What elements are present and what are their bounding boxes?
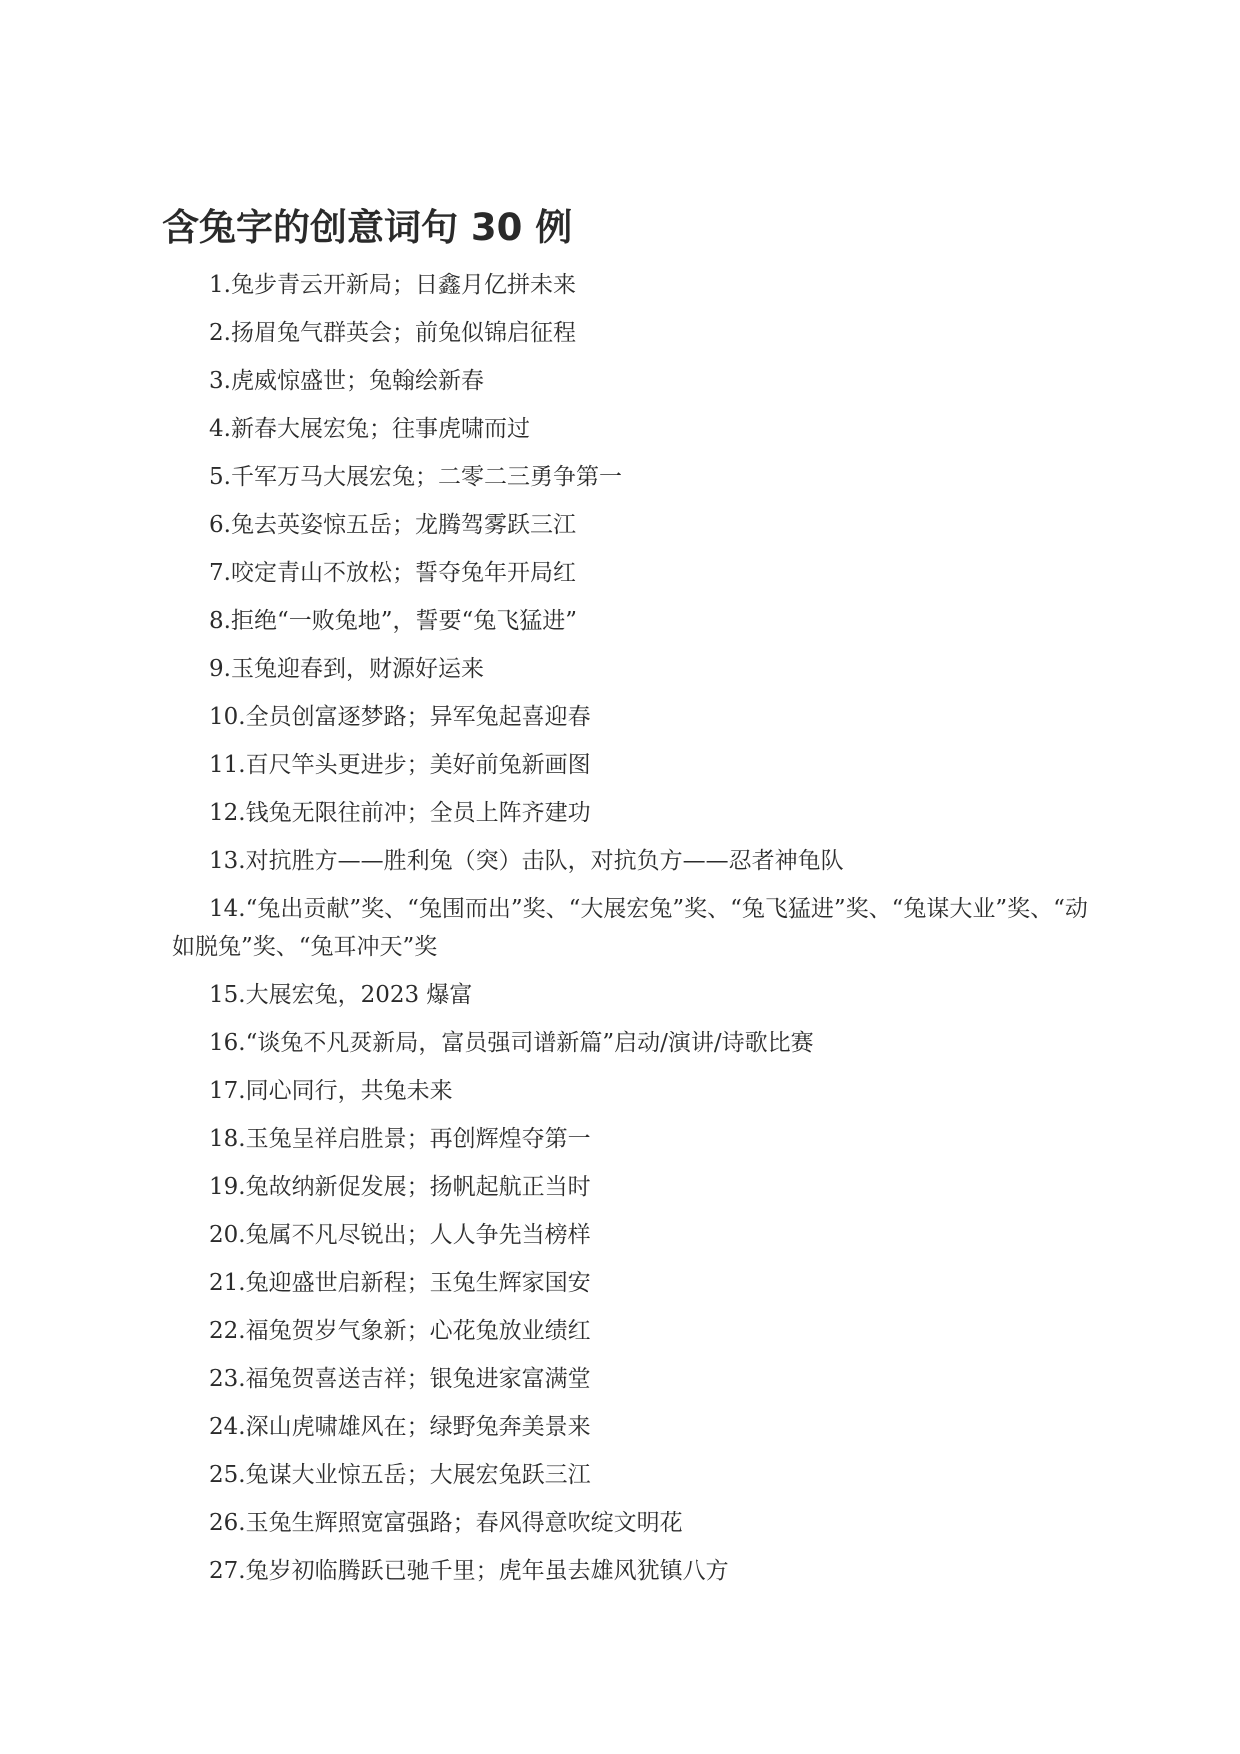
list-item <box>0 1024 1240 1062</box>
item-text: 兔属不凡尽锐出；人人争先当榜样 <box>245 1222 591 1248</box>
list-item <box>0 1264 1240 1302</box>
list-item <box>0 746 1240 784</box>
item-number: 16. <box>209 1030 246 1056</box>
item-text: 福兔贺喜送吉祥；银兔进家富满堂 <box>245 1366 591 1392</box>
item-number: 20. <box>209 1222 246 1248</box>
item-text: 拒绝“一败兔地”，誓要“兔飞猛进” <box>230 608 577 634</box>
item-text: 兔谋大业惊五岳；大展宏兔跃三江 <box>245 1462 591 1488</box>
item-text: 同心同行，共兔未来 <box>245 1078 453 1104</box>
item-number: 26. <box>209 1510 246 1536</box>
item-text: 扬眉兔气群英会；前兔似锦启征程 <box>230 320 576 346</box>
list-item <box>0 1168 1240 1206</box>
list-item <box>0 1456 1240 1494</box>
item-number: 1. <box>209 272 231 298</box>
item-number: 27. <box>209 1558 246 1584</box>
item-number: 5. <box>209 464 231 490</box>
item-number: 13. <box>209 848 246 874</box>
item-number: 25. <box>209 1462 246 1488</box>
list-item <box>0 976 1240 1014</box>
list-item <box>0 794 1240 832</box>
item-text: 福兔贺岁气象新；心花兔放业绩红 <box>245 1318 591 1344</box>
item-text: 深山虎啸雄风在；绿野兔奔美景来 <box>245 1414 591 1440</box>
item-number: 23. <box>209 1366 246 1392</box>
list-item <box>0 314 1240 352</box>
item-text: 玉兔迎春到，财源好运来 <box>230 656 484 682</box>
item-text: 兔步青云开新局；日鑫月亿拼未来 <box>230 272 576 298</box>
item-text: 新春大展宏兔；往事虎啸而过 <box>230 416 530 442</box>
item-number: 2. <box>209 320 231 346</box>
document-title: 含兔字的创意词句 30 例 <box>162 206 573 249</box>
list-item <box>0 410 1240 448</box>
list-item <box>0 842 1240 880</box>
list-item <box>0 602 1240 640</box>
list-item <box>0 1312 1240 1350</box>
item-number: 18. <box>209 1126 246 1152</box>
item-number: 24. <box>209 1414 246 1440</box>
item-number: 14. <box>209 896 246 922</box>
item-text: “兔出贡献”奖、“兔围而出”奖、“大展宏兔”奖、“兔飞猛进”奖、“兔谋大业”奖、“动如脱兔”奖、“兔耳冲天”奖 <box>172 896 1088 960</box>
list-item <box>0 1552 1240 1590</box>
list-item <box>0 1216 1240 1254</box>
item-number: 22. <box>209 1318 246 1344</box>
list-item <box>0 698 1240 736</box>
item-text: 对抗胜方——胜利兔（突）击队，对抗负方——忍者神龟队 <box>245 848 844 874</box>
list-item <box>0 266 1240 304</box>
item-number: 3. <box>209 368 231 394</box>
item-number: 4. <box>209 416 231 442</box>
item-text: 玉兔生辉照宽富强路；春风得意吹绽文明花 <box>245 1510 683 1536</box>
list-item <box>0 458 1240 496</box>
list-item <box>0 650 1240 688</box>
list-item <box>0 1504 1240 1542</box>
item-number: 12. <box>209 800 246 826</box>
list-item <box>0 1120 1240 1158</box>
list-item <box>0 890 1240 966</box>
list-item <box>0 362 1240 400</box>
item-number: 11. <box>209 752 246 778</box>
item-text: 百尺竿头更进步；美好前兔新画图 <box>245 752 591 778</box>
item-number: 7. <box>209 560 231 586</box>
item-text: 虎威惊盛世；兔翰绘新春 <box>230 368 484 394</box>
item-text: 大展宏兔，2023 爆富 <box>245 982 473 1008</box>
item-text: “谈兔不凡烎新局，富员强司谱新篇”启动/演讲/诗歌比赛 <box>245 1030 814 1056</box>
list-item <box>0 1072 1240 1110</box>
item-number: 10. <box>209 704 246 730</box>
item-text: 兔岁初临腾跃已驰千里；虎年虽去雄风犹镇八方 <box>245 1558 729 1584</box>
list-item <box>0 506 1240 544</box>
list-item <box>0 1408 1240 1446</box>
item-number: 9. <box>209 656 231 682</box>
item-text: 兔迎盛世启新程；玉兔生辉家国安 <box>245 1270 591 1296</box>
item-text: 兔故纳新促发展；扬帆起航正当时 <box>245 1174 591 1200</box>
item-text: 兔去英姿惊五岳；龙腾驾雾跃三江 <box>230 512 576 538</box>
item-number: 17. <box>209 1078 246 1104</box>
item-text: 全员创富逐梦路；异军兔起喜迎春 <box>245 704 591 730</box>
item-number: 19. <box>209 1174 246 1200</box>
item-text: 钱兔无限往前冲；全员上阵齐建功 <box>245 800 591 826</box>
item-number: 15. <box>209 982 246 1008</box>
phrase-list <box>0 266 1240 1600</box>
item-text: 咬定青山不放松；誓夺兔年开局红 <box>230 560 576 586</box>
list-item <box>0 1360 1240 1398</box>
list-item <box>0 554 1240 592</box>
item-text: 玉兔呈祥启胜景；再创辉煌夺第一 <box>245 1126 591 1152</box>
item-number: 6. <box>209 512 231 538</box>
item-number: 8. <box>209 608 231 634</box>
item-text: 千军万马大展宏兔；二零二三勇争第一 <box>230 464 622 490</box>
item-number: 21. <box>209 1270 246 1296</box>
